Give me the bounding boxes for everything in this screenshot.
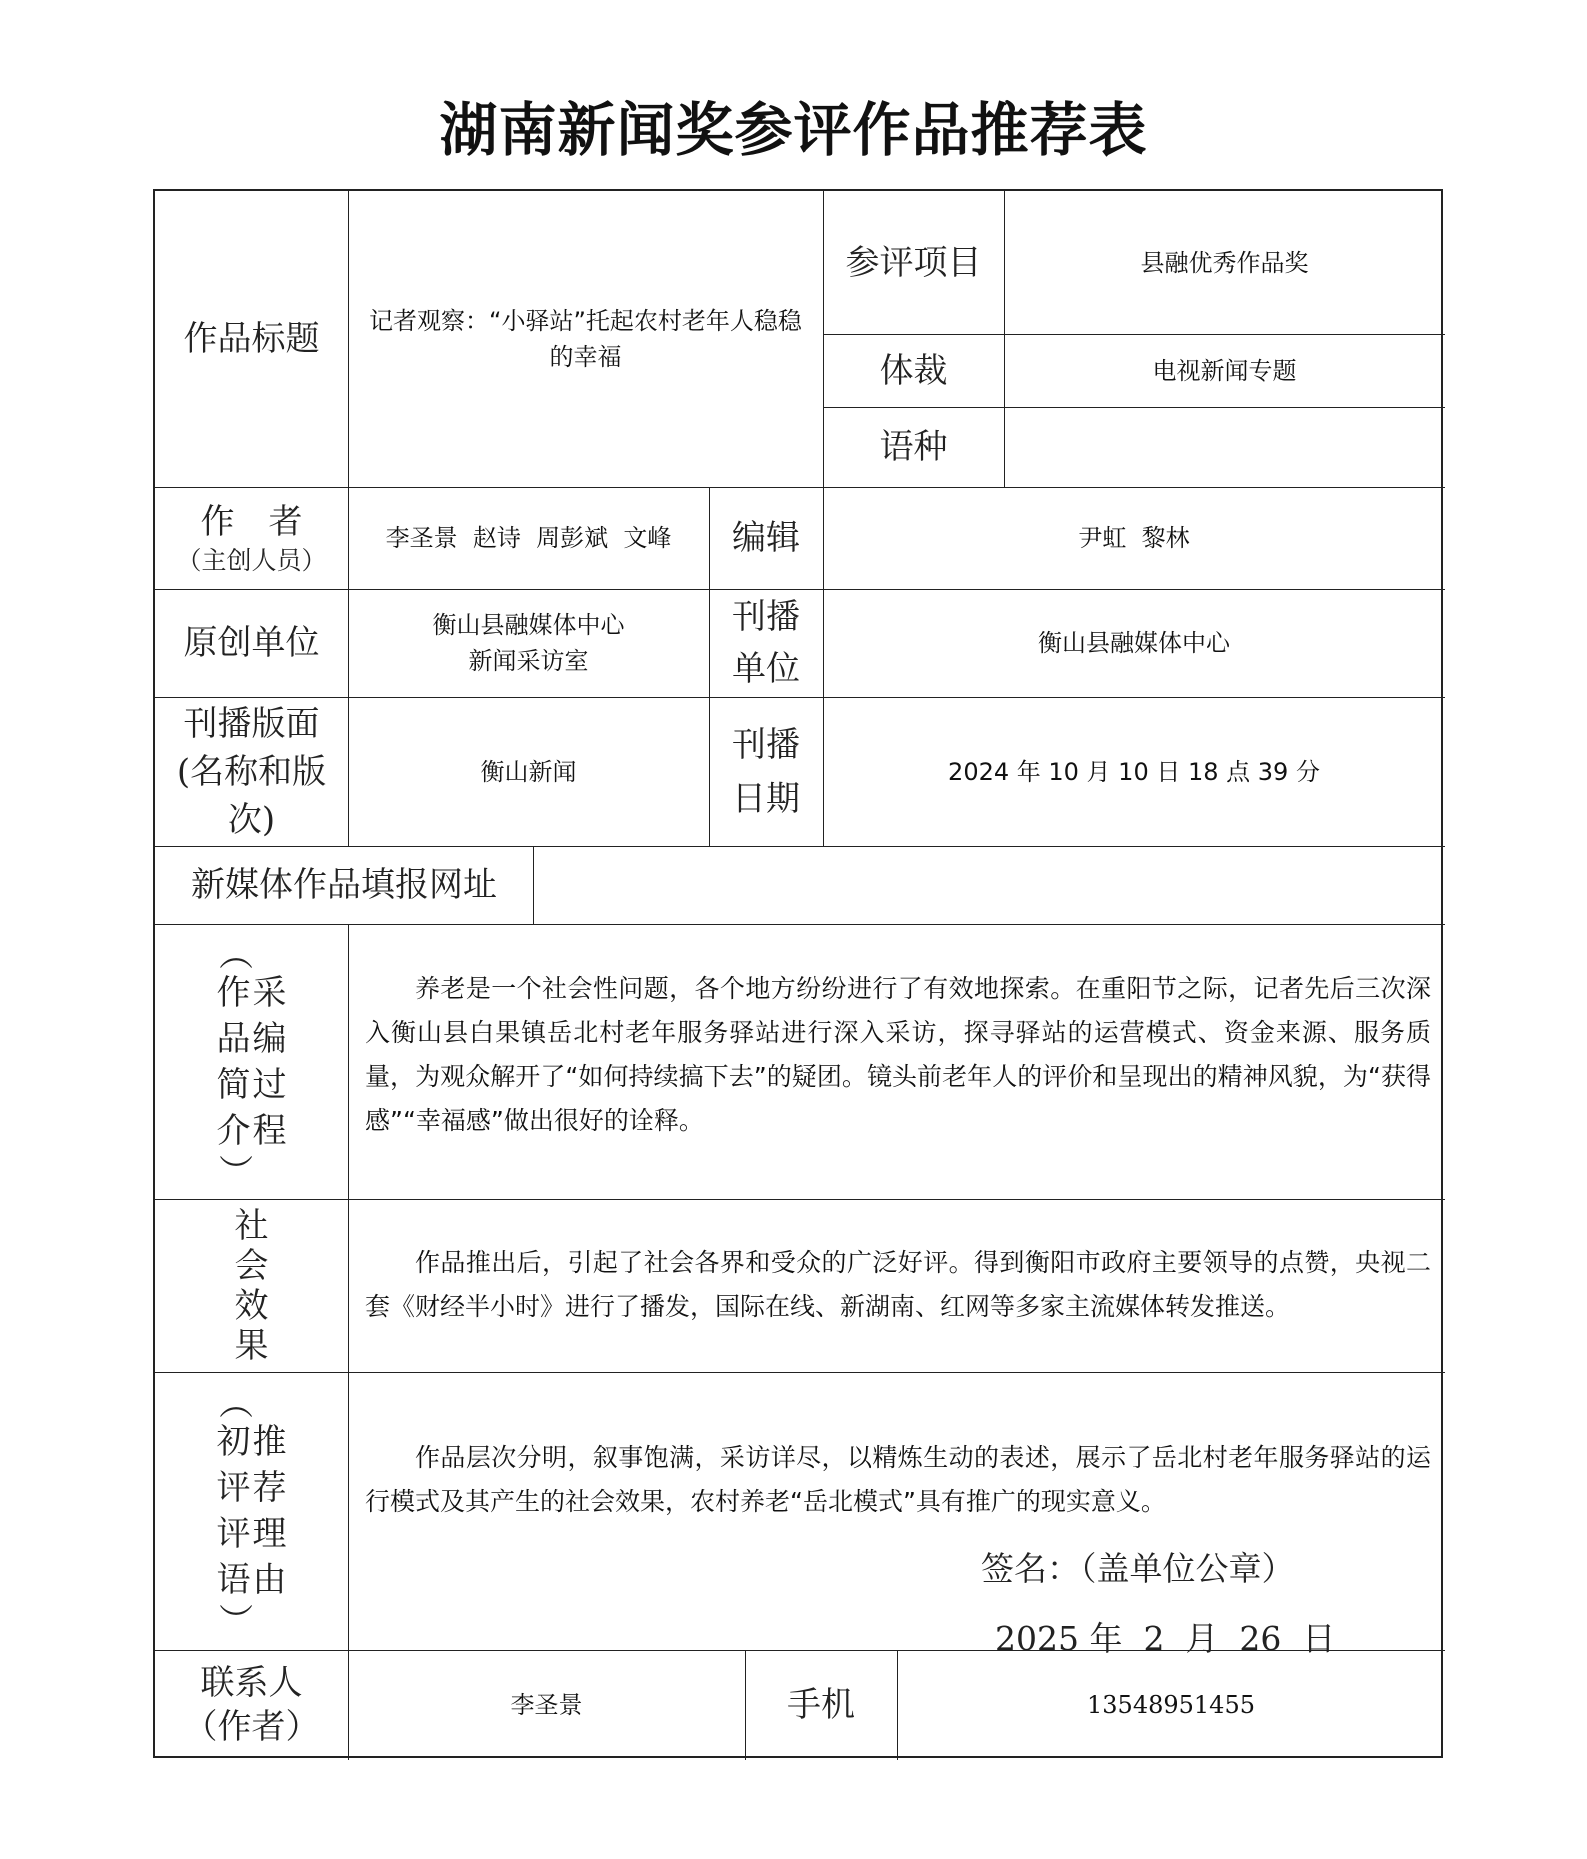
original-unit-line2: 新闻采访室 — [468, 647, 589, 675]
page-title: 湖南新闻奖参评作品推荐表 — [439, 96, 1148, 164]
recommendation-form-table — [153, 189, 1443, 1758]
review-label-col2 — [253, 1385, 287, 1637]
label-char: 简 — [216, 1064, 251, 1105]
label-char: （ — [213, 935, 254, 970]
label-char: 编 — [252, 1018, 287, 1059]
label-char: 语 — [216, 1560, 251, 1600]
original-unit-line1: 衡山县融媒体中心 — [432, 611, 625, 639]
new-media-url-value — [533, 846, 1445, 924]
category-label: 参评项目 — [845, 242, 982, 283]
original-unit-value — [348, 589, 709, 697]
label-char: 程 — [252, 1110, 287, 1151]
label-char: 效 — [234, 1285, 269, 1326]
label-char: 会 — [234, 1245, 269, 1286]
contact-value: 李圣景 — [510, 1691, 583, 1719]
sign-date: 2025 年 2 月 26 日 — [995, 1619, 1336, 1658]
publish-date-value: 2024 年 10 月 10 日 18 点 39 分 — [948, 757, 1320, 786]
label-char: 推 — [252, 1422, 287, 1462]
process-label — [155, 924, 348, 1199]
edition-value: 衡山新闻 — [480, 757, 577, 786]
authors-value: 李圣景 赵诗 周彭斌 文峰 — [385, 524, 672, 552]
label-char: 品 — [216, 1018, 251, 1059]
label-char: 采 — [252, 972, 287, 1013]
label-char: 果 — [234, 1325, 269, 1366]
language-label: 语种 — [879, 427, 948, 467]
publish-unit-value: 衡山县融媒体中心 — [1038, 629, 1230, 657]
editor-label: 编辑 — [732, 518, 800, 558]
edition-label: 刊播版面 (名称和版 次) — [176, 703, 327, 840]
review-label-col1 — [213, 1385, 254, 1637]
social-effect-label — [155, 1199, 348, 1372]
author-label-line1: 作 者 — [200, 502, 303, 542]
new-media-url-label: 新媒体作品填报网址 — [191, 865, 497, 905]
label-char: 理 — [252, 1514, 287, 1554]
author-label — [155, 487, 348, 589]
genre-value: 电视新闻专题 — [1152, 356, 1297, 385]
process-label-col1 — [213, 935, 254, 1188]
work-title-value: 记者观察：“小驿站”托起农村老年人稳稳的幸福 — [369, 307, 802, 371]
label-char: 评 — [216, 1514, 251, 1554]
language-value — [1004, 407, 1445, 487]
label-char: ） — [213, 1153, 254, 1188]
process-text: 养老是一个社会性问题，各个地方纷纷进行了有效地探索。在重阳节之际，记者先后三次深入衡山县白果镇岳北村老年服务驿站进行深入采访，探寻驿站的运营模式、资金来源、服务质量，为观众解开了“如何持续搞下去”的疑团。镜头前老年人的评价和呈现出的精神风貌，为“获得感”“幸福感”做出很好的诠释。 — [365, 974, 1431, 1135]
review-text: 作品层次分明，叙事饱满，采访详尽，以精炼生动的表述，展示了岳北村老年服务驿站的运行模式及其产生的社会效果，农村养老“岳北模式”具有推广的现实意义。 — [365, 1443, 1431, 1516]
label-char: 评 — [216, 1468, 251, 1508]
label-char: 初 — [216, 1422, 251, 1462]
category-value: 县融优秀作品奖 — [1140, 248, 1309, 277]
label-char: 作 — [216, 972, 251, 1013]
label-char: 社 — [234, 1205, 269, 1246]
editors-value: 尹虹 黎林 — [1078, 524, 1190, 552]
phone-value: 13548951455 — [1087, 1691, 1255, 1719]
grid-line — [348, 924, 349, 1760]
signature-line: 签名：（盖单位公章） — [981, 1549, 1295, 1588]
label-char: 由 — [252, 1560, 287, 1600]
author-label-line2: （主创人员） — [176, 546, 327, 575]
label-char: 荐 — [252, 1468, 287, 1508]
label-char: 过 — [252, 1064, 287, 1105]
label-char: ） — [213, 1603, 254, 1637]
social-effect-label-col — [235, 1206, 269, 1366]
label-char: 介 — [216, 1110, 251, 1151]
process-label-col2 — [253, 936, 287, 1188]
contact-label: 联系人 （作者） — [183, 1663, 320, 1747]
phone-label: 手机 — [787, 1685, 855, 1725]
original-unit-label: 原创单位 — [183, 623, 320, 663]
publish-unit-label: 刊播 单位 — [732, 597, 800, 689]
work-title-label: 作品标题 — [183, 319, 320, 359]
review-label — [155, 1372, 348, 1650]
genre-label: 体裁 — [879, 350, 948, 391]
label-char: （ — [213, 1385, 254, 1419]
social-effect-text: 作品推出后，引起了社会各界和受众的广泛好评。得到衡阳市政府主要领导的点赞，央视二套《财经半小时》进行了播发，国际在线、新湖南、红网等多家主流媒体转发推送。 — [365, 1248, 1431, 1321]
publish-date-label: 刊播 日期 — [732, 724, 800, 819]
